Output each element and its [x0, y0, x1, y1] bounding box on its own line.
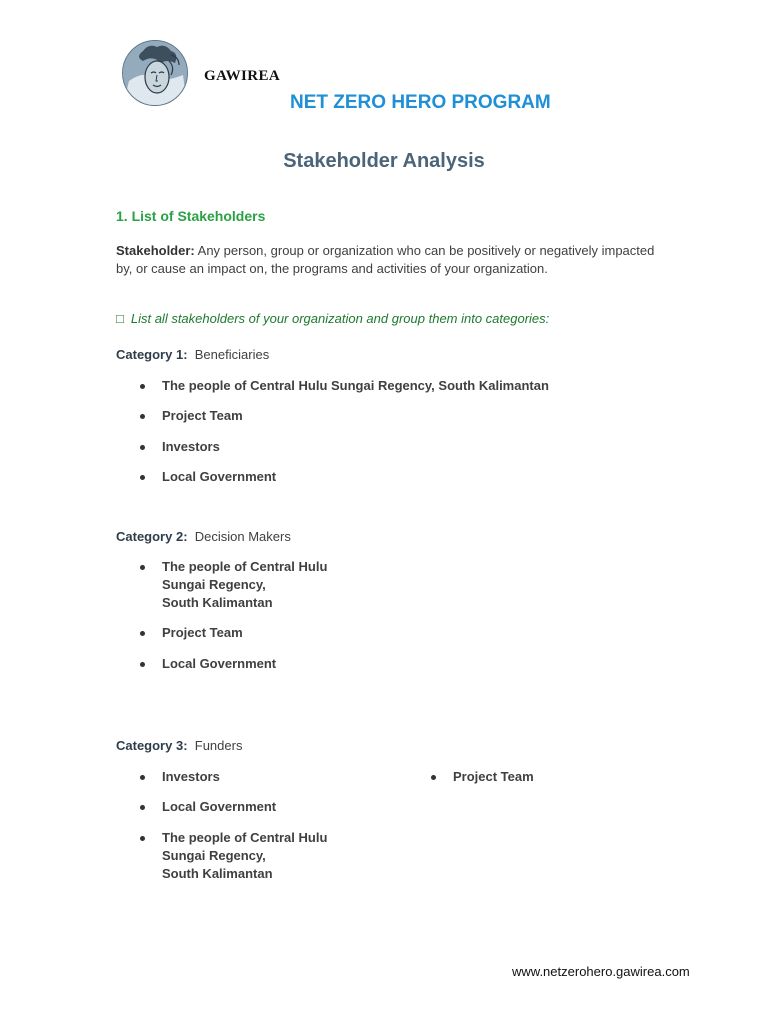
instruction-marker-icon: □ [116, 311, 124, 326]
stakeholder-definition [116, 242, 656, 278]
bullet-icon [140, 565, 145, 570]
definition-text: Any person, group or organization who can be positively or negatively impacted by, or cause an impact on, the programs and activities of your organization. [116, 243, 655, 276]
category-1-label: Category 1: Beneficiaries [116, 347, 270, 362]
list-item: Project Team [453, 768, 534, 786]
bullet-icon [140, 662, 145, 667]
program-title: NET ZERO HERO PROGRAM [290, 92, 551, 113]
bullet-icon [140, 805, 145, 810]
list-item: Local Government [162, 655, 276, 673]
list-item: The people of Central Hulu Sungai Regency, South Kalimantan [162, 558, 327, 612]
instruction-text: List all stakeholders of your organization and group them into categories: [130, 311, 550, 326]
gawirea-logo [122, 40, 188, 106]
face-foliage-icon [123, 41, 187, 105]
list-item: Investors [162, 438, 220, 456]
bullet-icon [140, 384, 145, 389]
bullet-icon [140, 445, 145, 450]
list-item: Investors [162, 768, 220, 786]
list-item: Local Government [162, 468, 276, 486]
page-title: Stakeholder Analysis [283, 150, 485, 172]
bullet-icon [140, 475, 145, 480]
list-item: Local Government [162, 798, 276, 816]
bullet-icon [140, 631, 145, 636]
category-3-label: Category 3: Funders [116, 738, 243, 753]
list-item: The people of Central Hulu Sungai Regency, South Kalimantan [162, 829, 327, 883]
bullet-icon [140, 836, 145, 841]
instruction [116, 311, 549, 326]
bullet-icon [140, 414, 145, 419]
category-2-label: Category 2: Decision Makers [116, 529, 291, 544]
bullet-icon [431, 775, 436, 780]
definition-term: Stakeholder: [116, 243, 195, 258]
list-item: The people of Central Hulu Sungai Regency, South Kalimantan [162, 377, 549, 395]
section-heading: 1. List of Stakeholders [116, 208, 266, 224]
list-item: Project Team [162, 407, 243, 425]
brand-name: GAWIREA [204, 68, 281, 84]
footer-url: www.netzerohero.gawirea.com [512, 964, 690, 979]
list-item: Project Team [162, 624, 243, 642]
bullet-icon [140, 775, 145, 780]
